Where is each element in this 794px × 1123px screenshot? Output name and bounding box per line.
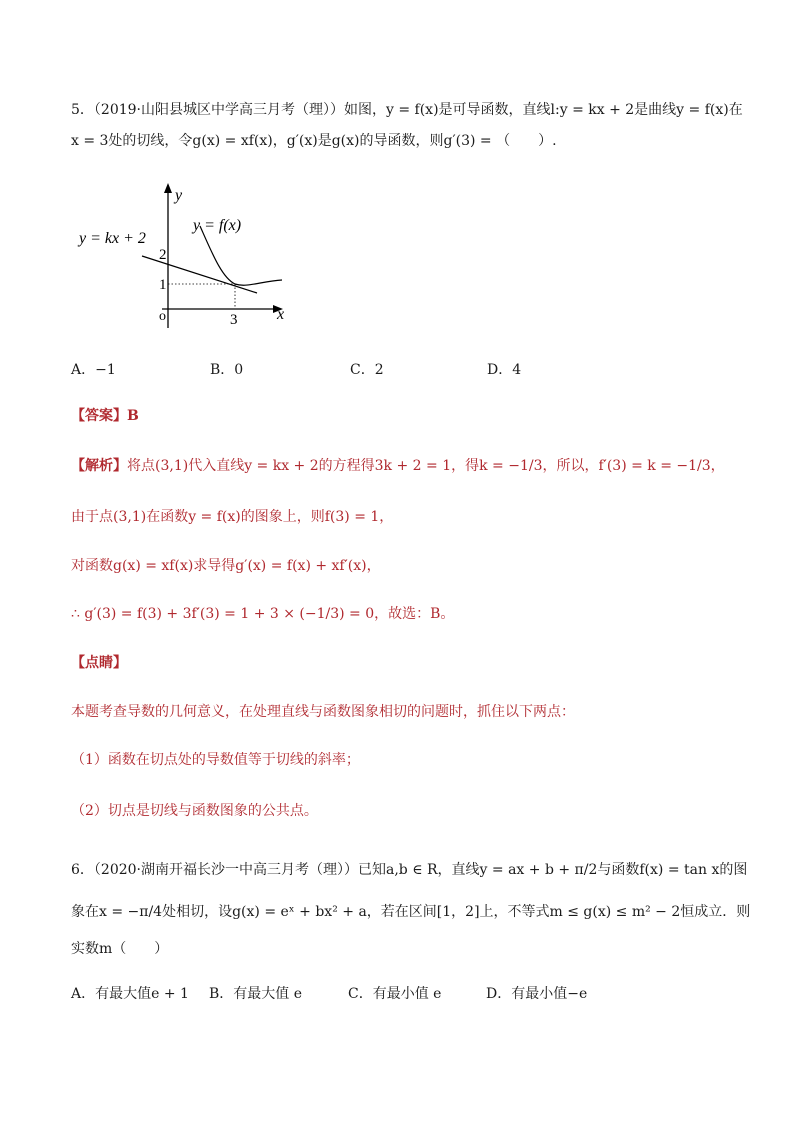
q6-stem-line-1: 6．（2020·湖南开福长沙一中高三月考（理））已知a,b ∈ R，直线y = ax + b + π/2与函数f(x) = tan x的图 xyxy=(71,862,748,878)
q6-option-d: D．有最小值−e xyxy=(486,986,588,1002)
q5-option-d: D．4 xyxy=(487,362,522,378)
q6-option-c: C．有最小值 e xyxy=(348,986,442,1002)
q6-stem-line-3: 实数m（ ） xyxy=(71,941,169,957)
q5-option-b: B．0 xyxy=(210,362,244,378)
q5-figure xyxy=(72,178,302,333)
q5-stem-line-1: 5．（2019·山阳县城区中学高三月考（理））如图，y = f(x)是可导函数，直线l:y = kx + 2是曲线y = f(x)在 xyxy=(71,102,743,118)
q5-comment-tag: 【点睛】 xyxy=(71,655,127,671)
q6-stem-line-2: 象在x = −π/4处相切，设g(x) = eˣ + bx² + a，若在区间[1，2]上，不等式m ≤ g(x) ≤ m² − 2恒成立．则 xyxy=(71,904,751,920)
q5-option-c: C．2 xyxy=(350,362,384,378)
q6-option-b: B．有最大值 e xyxy=(209,986,303,1002)
figure-tick-2: 2 xyxy=(159,247,167,263)
q5-answer: 【答案】B xyxy=(71,408,139,424)
analysis-tag: 【解析】 xyxy=(71,458,127,474)
q5-analysis-1 xyxy=(71,456,725,476)
figure-tick-1: 1 xyxy=(159,277,167,293)
figure-label-curve: y = f(x) xyxy=(193,217,242,234)
q5-options xyxy=(71,360,521,380)
figure-x-axis-label: x xyxy=(277,306,285,323)
q5-comment-2: （1）函数在切点处的导数值等于切线的斜率； xyxy=(71,752,360,768)
q5-analysis-3: 对函数g(x) = xf(x)求导得g′(x) = f(x) + xf′(x)， xyxy=(71,558,381,574)
q5-option-a: A．−1 xyxy=(71,362,116,378)
figure-label-line: y = kx + 2 xyxy=(79,230,146,247)
q6-option-a: A．有最大值e + 1 xyxy=(71,986,189,1002)
q6-options xyxy=(71,984,587,1004)
q5-comment-1: 本题考查导数的几何意义，在处理直线与函数图象相切的问题时，抓住以下两点： xyxy=(71,704,575,720)
q5-analysis-4: ∴ g′(3) = f(3) + 3f′(3) = 1 + 3 × (−1/3) = 0，故选：B。 xyxy=(71,606,455,622)
figure-origin: o xyxy=(159,309,166,324)
figure-y-arrow xyxy=(164,183,172,193)
figure-y-axis-label: y xyxy=(175,187,183,204)
q5-stem-line-2: x = 3处的切线，令g(x) = xf(x)，g′(x)是g(x)的导函数，则g′(3) = （ ）. xyxy=(71,133,557,149)
figure-tick-3: 3 xyxy=(230,312,238,328)
q5-comment-3: （2）切点是切线与函数图象的公共点。 xyxy=(71,803,318,819)
analysis-text-1: 将点(3,1)代入直线y = kx + 2的方程得3k + 2 = 1，得k = −1/3，所以，f′(3) = k = −1/3， xyxy=(127,458,725,474)
q5-analysis-2: 由于点(3,1)在函数y = f(x)的图象上，则f(3) = 1， xyxy=(71,509,394,525)
figure-curve xyxy=(200,226,282,285)
